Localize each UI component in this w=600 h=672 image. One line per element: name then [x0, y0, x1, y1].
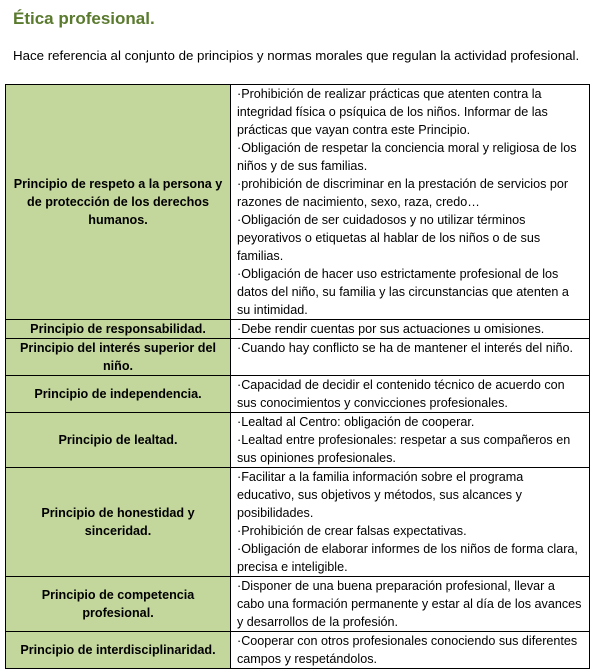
table-row	[6, 577, 590, 632]
description-cell	[231, 339, 590, 376]
table-row	[6, 339, 590, 376]
principle-cell: Principio del interés superior del niño.	[6, 339, 231, 376]
principle-cell: Principio de respeto a la persona y de protección de los derechos humanos.	[6, 85, 231, 320]
description-item: ·prohibición de discriminar en la prestación de servicios por razones de nacimiento, sexo, raza, credo…	[237, 177, 569, 209]
table-row	[6, 413, 590, 468]
table-row	[6, 376, 590, 413]
description-item: ·Obligación de ser cuidadosos y no utilizar términos peyorativos o etiquetas al hablar de los niños o de sus familias.	[237, 213, 541, 263]
principle-cell: Principio de interdisciplinaridad.	[6, 632, 231, 669]
description-cell	[231, 468, 590, 577]
principle-cell: Principio de competencia profesional.	[6, 577, 231, 632]
description-item: ·Capacidad de decidir el contenido técnico de acuerdo con sus conocimientos y convicciones profesionales.	[237, 378, 565, 410]
table-row	[6, 468, 590, 577]
principle-cell: Principio de independencia.	[6, 376, 231, 413]
description-item: ·Obligación de elaborar informes de los niños de forma clara, precisa e inteligible.	[237, 542, 578, 574]
description-cell	[231, 577, 590, 632]
description-cell	[231, 320, 590, 339]
description-cell	[231, 632, 590, 669]
principle-cell: Principio de lealtad.	[6, 413, 231, 468]
description-item: ·Lealtad entre profesionales: respetar a sus compañeros en sus opiniones profesionales.	[237, 433, 571, 465]
description-item: ·Disponer de una buena preparación profesional, llevar a cabo una formación permanente y estar al día de los avances y desarrollos de la profesión.	[237, 579, 582, 629]
description-cell	[231, 413, 590, 468]
description-item: ·Lealtad al Centro: obligación de cooperar.	[237, 415, 475, 429]
table-row	[6, 85, 590, 320]
description-cell	[231, 85, 590, 320]
intro-paragraph: Hace referencia al conjunto de principios y normas morales que regulan la actividad profesional.	[13, 48, 580, 63]
description-item: ·Prohibición de realizar prácticas que atenten contra la integridad física o psíquica de los niños. Informar de las prácticas que vayan contra este Principio.	[237, 87, 548, 137]
description-item: ·Obligación de respetar la conciencia moral y religiosa de los niños y de sus familias.	[237, 141, 577, 173]
description-cell	[231, 376, 590, 413]
description-item: ·Debe rendir cuentas por sus actuaciones u omisiones.	[237, 322, 545, 336]
principle-cell: Principio de responsabilidad.	[6, 320, 231, 339]
document-title: Ética profesional.	[13, 9, 155, 28]
principle-cell: Principio de honestidad y sinceridad.	[6, 468, 231, 577]
description-item: ·Facilitar a la familia información sobre el programa educativo, sus objetivos y métodos, sus alcances y posibilidades.	[237, 470, 524, 520]
table-row	[6, 320, 590, 339]
table-row	[6, 632, 590, 669]
description-item: ·Obligación de hacer uso estrictamente profesional de los datos del niño, su familia y las circunstancias que atenten a su intimidad.	[237, 267, 569, 317]
ethics-principles-table	[5, 84, 590, 669]
description-item: ·Prohibición de crear falsas expectativas.	[237, 524, 467, 538]
description-item: ·Cooperar con otros profesionales conociendo sus diferentes campos y respetándolos.	[237, 634, 578, 666]
description-item: ·Cuando hay conflicto se ha de mantener el interés del niño.	[237, 341, 574, 355]
